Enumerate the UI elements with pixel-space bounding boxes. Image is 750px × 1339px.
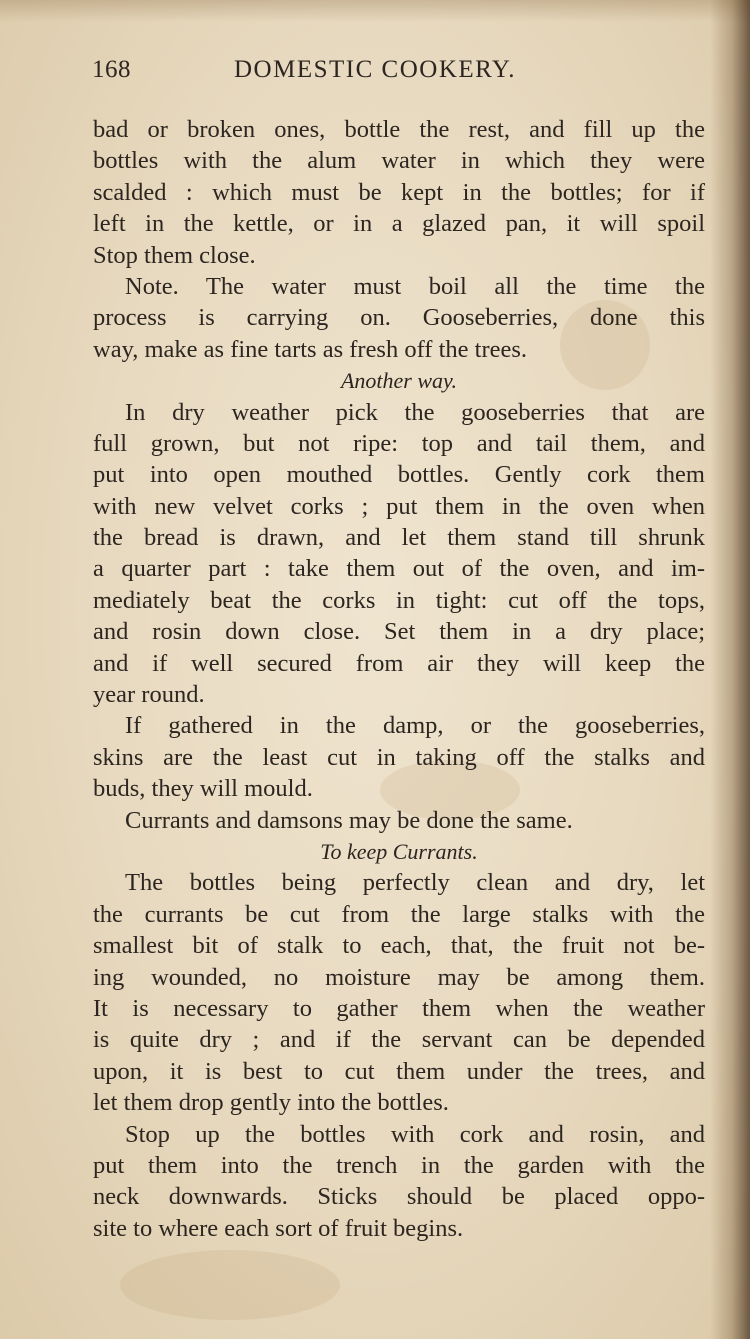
text-line: put them into the trench in the garden with the — [93, 1151, 705, 1179]
text-line: The bottles being perfectly clean and dry, let — [125, 869, 705, 897]
text-line: neck downwards. Sticks should be placed oppo- — [93, 1183, 705, 1211]
text-line: with new velvet corks ; put them in the oven when — [93, 492, 705, 520]
text-line: Stop up the bottles with cork and rosin, and — [125, 1120, 705, 1148]
text-line: a quarter part : take them out of the oven, and im- — [93, 555, 705, 583]
text-line: let them drop gently into the bottles. — [93, 1089, 449, 1117]
text-line: year round. — [93, 681, 205, 709]
page-top-shadow — [0, 0, 750, 22]
page-number: 168 — [92, 56, 131, 83]
note-line: Note. The water must boil all the time the — [125, 272, 705, 300]
text-line: If gathered in the damp, or the gooseberries, — [125, 712, 705, 740]
text-line: scalded : which must be kept in the bottles; for if — [93, 178, 705, 206]
text-line: is quite dry ; and if the servant can be depended — [93, 1026, 705, 1054]
text-line: the bread is drawn, and let them stand till shrunk — [93, 524, 705, 552]
text-line: mediately beat the corks in tight: cut off the tops, — [93, 586, 705, 614]
text-line: way, make as fine tarts as fresh off the trees. — [93, 335, 528, 363]
binding-edge-shadow — [710, 0, 750, 1339]
foxing-stain — [120, 1250, 340, 1320]
text-line: site to where each sort of fruit begins. — [93, 1214, 464, 1242]
text-line: Currants and damsons may be done the same. — [125, 806, 573, 834]
section-heading-another-way: Another way. — [340, 368, 458, 394]
text-line: upon, it is best to cut them under the trees, and — [93, 1057, 705, 1085]
text-line: Stop them close. — [93, 241, 256, 269]
body-text — [93, 114, 705, 1244]
text-line: and rosin down close. Set them in a dry place; — [93, 618, 705, 646]
text-line: bad or broken ones, bottle the rest, and fill up the — [93, 116, 705, 143]
text-line: and if well secured from air they will keep the — [93, 649, 705, 677]
page-header — [92, 56, 572, 90]
text-line: bottles with the alum water in which they were — [93, 147, 705, 175]
text-line: It is necessary to gather them when the weather — [93, 994, 705, 1022]
text-line: left in the kettle, or in a glazed pan, it will spoil — [93, 210, 705, 238]
text-line: In dry weather pick the gooseberries that are — [125, 398, 705, 426]
text-line: process is carrying on. Gooseberries, done this — [93, 304, 705, 332]
text-line: skins are the least cut in taking off the stalks and — [93, 743, 705, 771]
running-head: DOMESTIC COOKERY. — [234, 56, 517, 83]
text-line: buds, they will mould. — [93, 775, 313, 803]
section-heading-to-keep-currants: To keep Currants. — [320, 838, 478, 864]
text-line: ing wounded, no moisture may be among them. — [93, 963, 705, 991]
text-line: smallest bit of stalk to each, that, the fruit not be- — [93, 932, 705, 960]
text-line: the currants be cut from the large stalks with the — [93, 900, 705, 928]
text-line: put into open mouthed bottles. Gently cork them — [93, 461, 705, 489]
text-line: full grown, but not ripe: top and tail them, and — [93, 429, 705, 457]
